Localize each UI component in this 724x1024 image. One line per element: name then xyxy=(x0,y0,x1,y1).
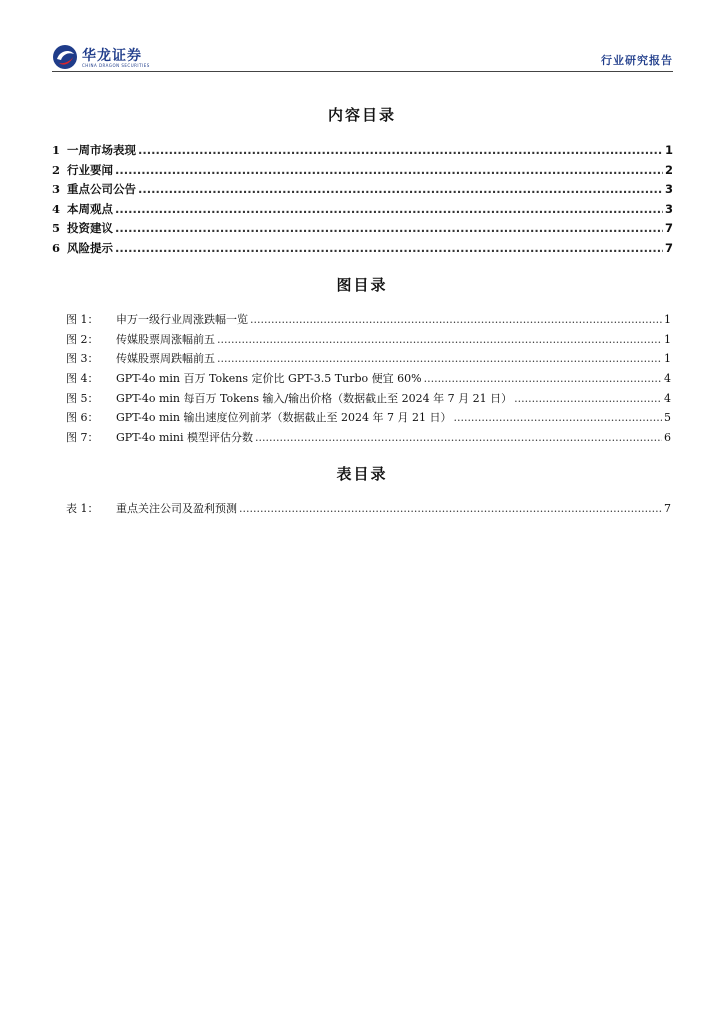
figure-entry[interactable] xyxy=(66,409,671,429)
toc-label: 本周观点 xyxy=(67,201,113,216)
figure-text: GPT-4o min 输出速度位列前茅（数据截止至 2024 年 7 月 21 日） xyxy=(116,411,452,425)
dot-leader xyxy=(239,502,662,515)
toc-label: 投资建议 xyxy=(67,221,113,236)
company-logo xyxy=(52,42,172,72)
dot-leader xyxy=(217,352,662,365)
figure-entry[interactable] xyxy=(66,429,671,449)
figure-entry[interactable] xyxy=(66,331,671,351)
figures-title: 图目录 xyxy=(336,276,388,294)
figure-page: 1 xyxy=(664,332,671,346)
toc-label: 重点公司公告 xyxy=(67,182,136,197)
figure-text: GPT-4o min 每百万 Tokens 输入/输出价格（数据截止至 2024 年 7 月 21 日） xyxy=(116,391,513,405)
toc-number: 1 xyxy=(52,143,61,157)
logo-english-name: CHINA DRAGON SECURITIES xyxy=(82,63,150,68)
dot-leader xyxy=(138,182,663,196)
dot-leader xyxy=(115,221,663,235)
dot-leader xyxy=(115,163,663,177)
figure-page: 6 xyxy=(664,431,671,445)
figure-entry[interactable] xyxy=(66,390,671,410)
figure-label: 图 4： xyxy=(66,372,99,386)
dot-leader xyxy=(115,202,663,216)
figure-page: 1 xyxy=(664,352,671,366)
toc-page: 3 xyxy=(664,182,673,197)
toc-number: 3 xyxy=(52,182,61,197)
figure-label: 图 1： xyxy=(66,313,99,326)
tables-title: 表目录 xyxy=(336,465,388,483)
toc-entry[interactable] xyxy=(52,181,673,201)
toc-label: 一周市场表现 xyxy=(67,143,136,157)
figure-text: 传媒股票周跌幅前五 xyxy=(116,352,215,366)
figure-entry[interactable] xyxy=(66,370,671,390)
dragon-logo-icon xyxy=(52,44,78,70)
toc-entry[interactable] xyxy=(52,142,673,162)
figure-entry[interactable] xyxy=(66,311,671,331)
figure-entry[interactable] xyxy=(66,350,671,370)
report-type: 行业研究报告 xyxy=(601,54,673,67)
dot-leader xyxy=(250,313,662,326)
toc-number: 6 xyxy=(52,240,61,255)
toc-label: 行业要闻 xyxy=(67,162,113,177)
page-header xyxy=(52,42,673,72)
toc-number: 5 xyxy=(52,221,61,236)
figure-label: 图 5： xyxy=(66,391,99,405)
figure-page: 4 xyxy=(664,372,671,386)
dot-leader xyxy=(514,392,662,405)
toc-entry[interactable] xyxy=(52,201,673,221)
toc-page: 3 xyxy=(664,201,673,216)
contents-title: 内容目录 xyxy=(327,106,396,124)
toc-label: 风险提示 xyxy=(67,240,113,255)
toc-entry[interactable] xyxy=(52,220,673,240)
dot-leader xyxy=(138,143,663,157)
figure-text: 传媒股票周涨幅前五 xyxy=(116,332,215,346)
figure-text: 申万一级行业周涨跌幅一览 xyxy=(116,313,248,326)
figures-list xyxy=(66,311,671,449)
dot-leader xyxy=(255,431,662,444)
toc-entry[interactable] xyxy=(52,162,673,182)
toc-page: 7 xyxy=(664,221,673,236)
figure-page: 5 xyxy=(664,411,671,425)
dot-leader xyxy=(217,333,662,346)
table-page: 7 xyxy=(664,502,671,515)
toc-page: 7 xyxy=(664,240,673,255)
figure-page: 4 xyxy=(664,391,671,405)
figure-text: GPT-4o min 百万 Tokens 定价比 GPT-3.5 Turbo 便宜 60% xyxy=(116,372,422,386)
toc-entry[interactable] xyxy=(52,240,673,260)
dot-leader xyxy=(453,411,662,424)
figure-label: 图 7： xyxy=(66,431,99,445)
figure-text: GPT-4o mini 模型评估分数 xyxy=(116,431,253,445)
table-text: 重点关注公司及盈利预测 xyxy=(116,502,237,515)
toc-page: 1 xyxy=(664,143,673,157)
tables-list xyxy=(66,500,671,520)
dot-leader xyxy=(115,241,663,255)
figure-label: 图 2： xyxy=(66,332,99,346)
dot-leader xyxy=(424,372,662,385)
figure-label: 图 3： xyxy=(66,352,99,366)
toc-number: 4 xyxy=(52,201,61,216)
logo-chinese-name: 华龙证券 xyxy=(82,48,142,64)
toc-number: 2 xyxy=(52,162,61,177)
header-rule xyxy=(52,71,673,72)
figure-label: 图 6： xyxy=(66,411,99,425)
table-entry[interactable] xyxy=(66,500,671,520)
contents-list xyxy=(52,142,673,260)
figure-page: 1 xyxy=(664,313,671,326)
toc-page: 2 xyxy=(664,162,673,177)
table-label: 表 1： xyxy=(66,502,99,515)
